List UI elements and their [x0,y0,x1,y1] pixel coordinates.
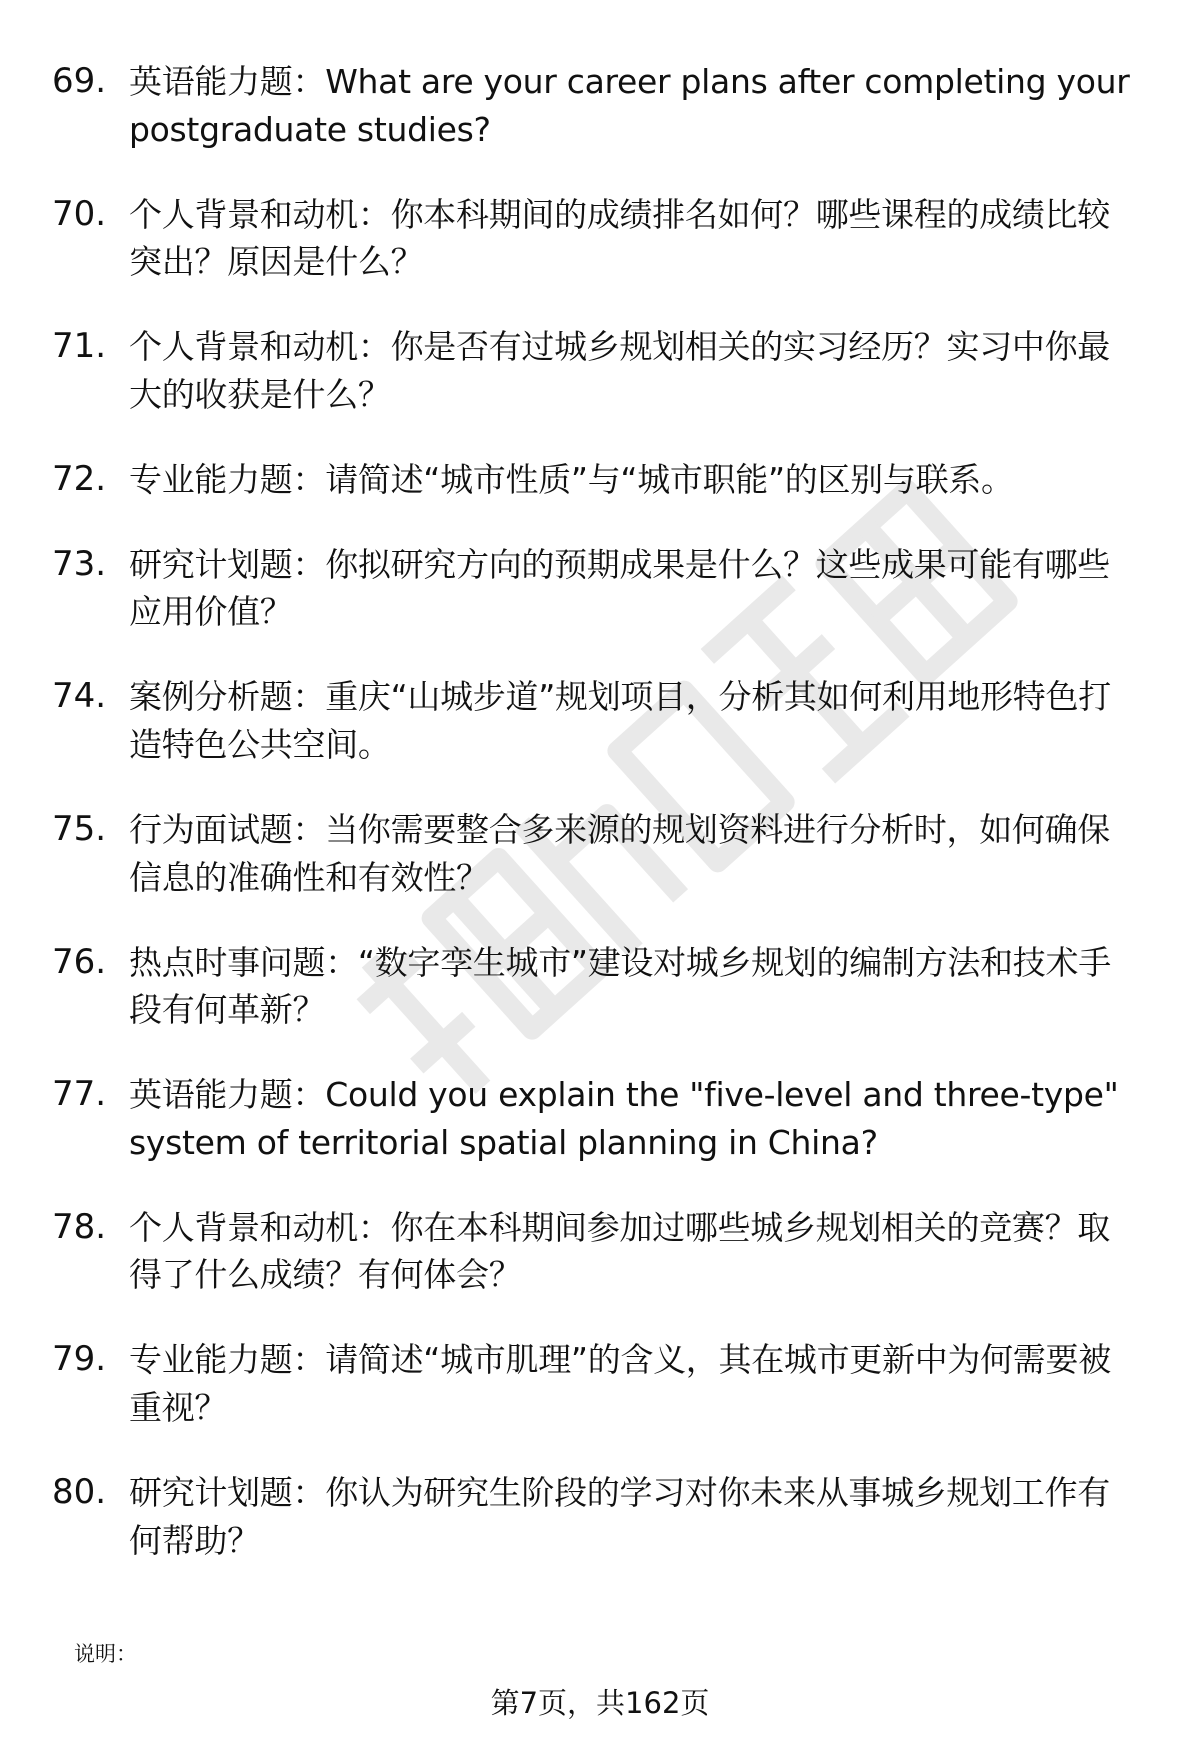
question-text: 英语能力题：What are your career plans after completing your postgraduate studies? [129,62,1130,149]
question-text: 专业能力题：请简述“城市性质”与“城市职能”的区别与联系。 [129,459,1014,499]
question-number: 75. [52,809,107,850]
question-item [52,456,1142,504]
question-text: 行为面试题：当你需要整合多来源的规划资料进行分析时，如何确保信息的准确性和有效性？ [129,810,1111,897]
question-text: 个人背景和动机：你在本科期间参加过哪些城乡规划相关的竞赛？取得了什么成绩？有何体会？ [129,1207,1111,1295]
question-number: 69. [52,61,107,101]
question-number: 77. [52,1074,107,1115]
question-number: 80. [52,1472,107,1513]
note-label: 说明： [74,1642,137,1666]
question-number: 76. [52,941,107,982]
question-item [52,1071,1142,1166]
question-item [52,1204,1142,1299]
page-footer: 第7页，共162页 [490,1686,710,1720]
question-text: 案例分析题：重庆“山城步道”规划项目，分析其如何利用地形特色打造特色公共空间。 [129,677,1111,764]
question-text: 英语能力题：Could you explain the "five-level and three-type" system of territorial spatial planning in China? [129,1075,1119,1162]
question-item [52,191,1142,286]
question-item [52,1469,1142,1564]
question-number: 72. [52,458,107,499]
question-item [52,1336,1142,1431]
question-list [52,58,1142,1602]
question-text: 研究计划题：你认为研究生阶段的学习对你未来从事城乡规划工作有何帮助？ [129,1473,1111,1560]
question-item [52,673,1142,768]
question-number: 71. [52,326,107,367]
question-text: 专业能力题：请简述“城市肌理”的含义，其在城市更新中为何需要被重视？ [129,1340,1111,1427]
question-text: 热点时事问题：“数字孪生城市”建设对城乡规划的编制方法和技术手段有何革新？ [129,942,1111,1030]
question-text: 研究计划题：你拟研究方向的预期成果是什么？这些成果可能有哪些应用价值？ [129,544,1111,632]
question-number: 78. [52,1206,107,1247]
question-item [52,939,1142,1034]
question-number: 73. [52,543,107,584]
question-number: 74. [52,676,107,717]
question-text: 个人背景和动机：你是否有过城乡规划相关的实习经历？实习中你最大的收获是什么？ [129,327,1111,414]
question-item [52,541,1142,636]
question-item [52,323,1142,418]
question-item [52,806,1142,901]
question-number: 70. [52,193,107,234]
question-item [52,58,1142,153]
question-number: 79. [52,1339,107,1380]
question-text: 个人背景和动机：你本科期间的成绩排名如何？哪些课程的成绩比较突出？原因是什么？ [129,194,1111,282]
